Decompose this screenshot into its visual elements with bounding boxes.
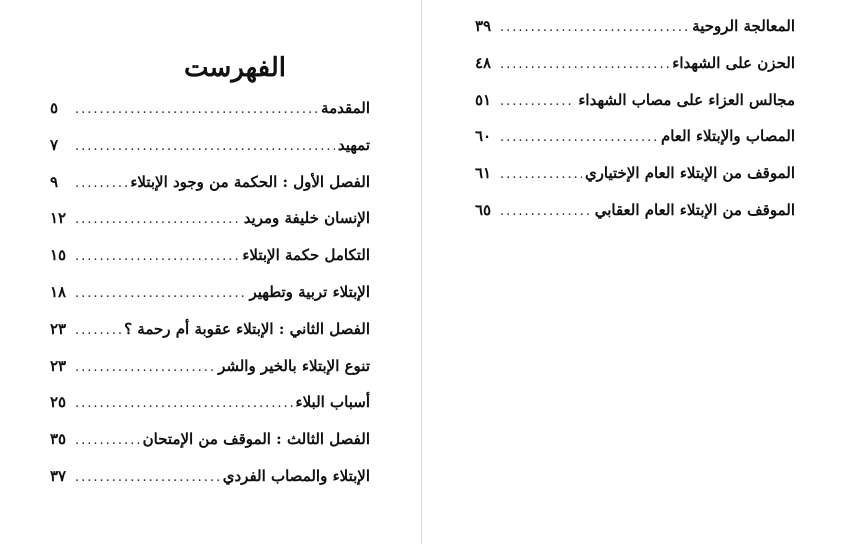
toc-leader-dots: [75, 350, 215, 385]
toc-entry-page: ١٥: [50, 246, 67, 265]
toc-leader-dots: [500, 47, 669, 82]
toc-leader-dots: [500, 120, 658, 155]
toc-entry-label: الإنسان خليفة ومريد: [243, 209, 370, 228]
toc-entry: [475, 82, 795, 119]
toc-entry-page: ٩: [50, 172, 59, 191]
toc-leader-dots: [75, 460, 220, 495]
toc-entry-page: ٥: [50, 99, 59, 117]
toc-entry: [475, 192, 795, 229]
toc-entry: [50, 237, 370, 274]
toc-leader-dots: [75, 202, 241, 237]
toc-title: الفهرست: [184, 53, 286, 83]
toc-entry-label: الفصل الثالث : الموقف من الإمتحان: [142, 430, 370, 449]
toc-entry-label: المصاب والإبتلاء العام: [660, 127, 795, 146]
toc-entry: [50, 458, 370, 495]
toc-leader-dots: [75, 276, 246, 311]
toc-entry-page: ٣٧: [50, 466, 67, 485]
toc-entry: [475, 45, 795, 82]
toc-entry-label: الحزن على الشهداء: [672, 53, 795, 72]
toc-entry: [50, 384, 370, 421]
toc-entry: [50, 421, 370, 458]
toc-entry-page: ٣٩: [475, 17, 492, 35]
toc-leader-dots: [75, 129, 335, 164]
toc-entry: [50, 127, 370, 164]
toc-list-right: [475, 8, 795, 229]
toc-entry: [50, 348, 370, 385]
toc-list-left: [50, 90, 370, 495]
toc-entry-page: ٤٨: [475, 53, 492, 72]
toc-leader-dots: [75, 239, 239, 274]
toc-leader-dots: [75, 423, 140, 458]
toc-entry-page: ٦٥: [475, 200, 492, 219]
toc-entry-label: الموقف من الإبتلاء العام الإختياري: [584, 164, 795, 183]
toc-entry: [475, 118, 795, 155]
toc-entry: [50, 311, 370, 348]
toc-entry-label: تمهيد: [337, 135, 370, 154]
toc-leader-dots: [500, 157, 582, 192]
toc-entry-page: ٦١: [475, 164, 492, 183]
toc-entry-label: الفصل الأول : الحكمة من وجود الإبتلاء: [130, 172, 370, 191]
toc-entry-label: أسباب البلاء: [295, 393, 370, 412]
toc-leader-dots: [75, 313, 121, 348]
toc-entry: [50, 200, 370, 237]
toc-leader-dots: [75, 386, 293, 421]
toc-entry-label: المعالجة الروحية: [692, 17, 795, 35]
toc-entry-page: ٦٠: [475, 127, 492, 146]
toc-entry-label: تنوع الإبتلاء بالخير والشر: [218, 356, 370, 375]
toc-leader-dots: [500, 194, 592, 229]
toc-entry-page: ٣٥: [50, 430, 67, 449]
toc-leader-dots: [500, 10, 689, 45]
toc-entry-label: الموقف من الإبتلاء العام العقابي: [594, 200, 795, 219]
toc-entry: [50, 164, 370, 201]
toc-leader-dots: [75, 92, 318, 127]
toc-entry-label: الإبتلاء تربية وتطهير: [249, 282, 370, 301]
toc-entry-page: ٢٣: [50, 319, 67, 338]
toc-entry: [475, 155, 795, 192]
toc-entry-label: التكامل حكمة الإبتلاء: [242, 246, 370, 265]
toc-entry-page: ١٨: [50, 282, 67, 301]
toc-leader-dots: [75, 166, 127, 201]
toc-entry-page: ٧: [50, 135, 59, 154]
toc-entry-label: الفصل الثاني : الإبتلاء عقوبة أم رحمة ؟: [124, 319, 370, 338]
toc-entry-label: الإبتلاء والمصاب الفردي: [222, 466, 370, 485]
toc-entry-label: مجالس العزاء على مصاب الشهداء: [578, 90, 795, 109]
toc-entry: [50, 90, 370, 127]
toc-entry-page: ٢٣: [50, 356, 67, 375]
toc-entry-page: ٥١: [475, 90, 492, 109]
toc-entry-page: ٢٥: [50, 393, 67, 412]
toc-entry: [50, 274, 370, 311]
toc-entry: [475, 8, 795, 45]
toc-leader-dots: [500, 84, 575, 119]
toc-entry-label: المقدمة: [321, 99, 370, 117]
toc-entry-page: ١٢: [50, 209, 67, 228]
